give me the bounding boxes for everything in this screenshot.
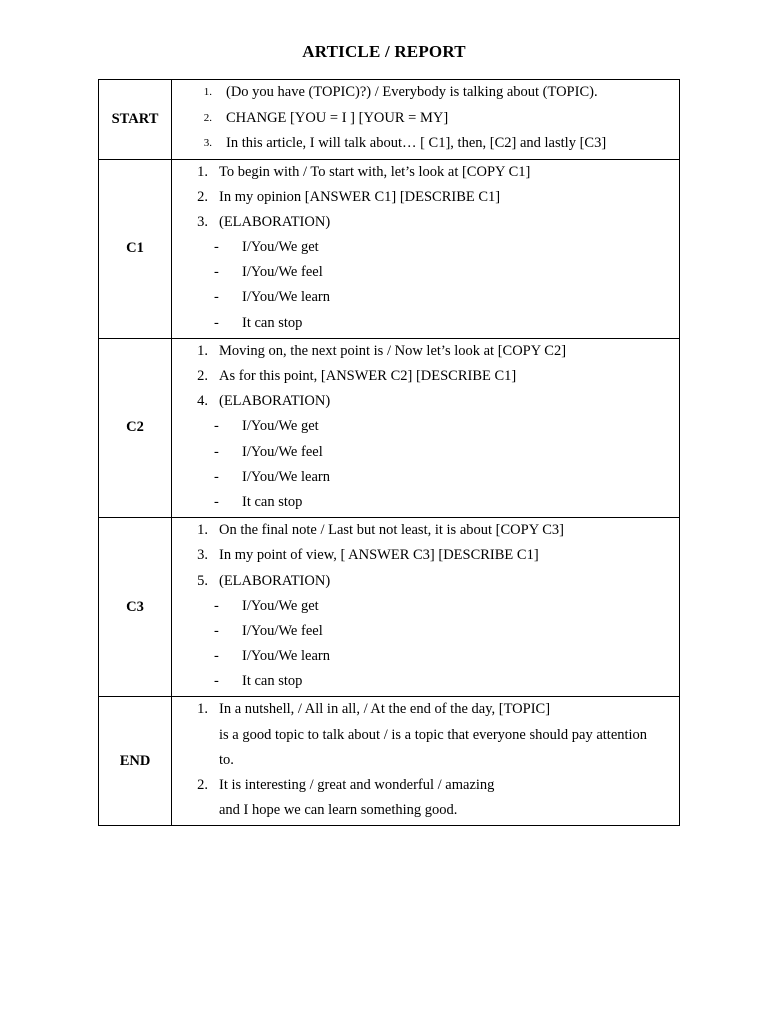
bullet-item — [172, 260, 679, 285]
item-number: 4. — [197, 393, 208, 410]
item-number: 3. — [197, 213, 208, 230]
item-text: To begin with / To start with, let’s look at [COPY C1] — [219, 163, 531, 180]
section-row-start — [99, 80, 680, 160]
bullet-item — [172, 311, 679, 336]
section-content — [172, 518, 680, 697]
section-row-c1 — [99, 159, 680, 338]
bullet-item — [172, 440, 679, 465]
bullet-item — [172, 414, 679, 439]
item-text: I/You/We learn — [242, 468, 330, 485]
item-number: 2. — [197, 777, 208, 793]
bullet-dash: - — [214, 443, 219, 460]
item-number: 1. — [197, 701, 208, 718]
numbered-item — [172, 185, 679, 210]
item-number: 2. — [203, 111, 212, 124]
item-text: CHANGE [YOU = I ] [YOUR = MY] — [226, 109, 449, 126]
section-lines — [172, 697, 679, 825]
section-row-c3 — [99, 518, 680, 697]
item-number: 1. — [197, 342, 208, 359]
item-text: (ELABORATION) — [219, 393, 331, 410]
bullet-dash: - — [214, 493, 219, 510]
item-text: I/You/We learn — [242, 289, 330, 306]
section-label: C2 — [99, 338, 172, 517]
section-row-c2 — [99, 338, 680, 517]
bullet-item — [172, 490, 679, 515]
numbered-item — [172, 697, 679, 722]
section-label: START — [99, 80, 172, 160]
outline-table-body — [99, 80, 680, 826]
numbered-item — [172, 106, 679, 132]
item-text: and I hope we can learn something good. — [219, 802, 458, 819]
item-text: (Do you have (TOPIC)?) / Everybody is talking about (TOPIC). — [226, 84, 598, 100]
item-number: 1. — [197, 163, 208, 180]
outline-table — [98, 79, 680, 826]
bullet-dash: - — [214, 289, 219, 306]
numbered-item — [172, 210, 679, 235]
item-number: 2. — [197, 188, 208, 205]
item-text: In my point of view, [ ANSWER C3] [DESCRIBE C1] — [219, 547, 539, 564]
numbered-item — [172, 339, 679, 364]
item-text: It can stop — [242, 314, 303, 331]
item-text: (ELABORATION) — [219, 213, 331, 230]
numbered-item — [172, 773, 679, 798]
bullet-item — [172, 594, 679, 619]
section-content — [172, 80, 680, 160]
bullet-item — [172, 465, 679, 490]
bullet-dash: - — [214, 468, 219, 485]
bullet-item — [172, 644, 679, 669]
bullet-dash: - — [214, 622, 219, 639]
section-label: C1 — [99, 159, 172, 338]
item-text: It can stop — [242, 673, 303, 690]
continuation-line — [172, 723, 679, 748]
item-text: In this article, I will talk about… [ C1], then, [C2] and lastly [C3] — [226, 135, 607, 151]
item-number: 5. — [197, 572, 208, 589]
bullet-dash: - — [214, 648, 219, 665]
section-lines — [172, 518, 679, 696]
continuation-line — [172, 748, 679, 773]
bullet-dash: - — [214, 314, 219, 331]
bullet-item — [172, 619, 679, 644]
bullet-dash: - — [214, 239, 219, 256]
numbered-item — [172, 364, 679, 389]
item-text: (ELABORATION) — [219, 572, 331, 589]
item-number: 2. — [197, 368, 208, 384]
item-text: As for this point, [ANSWER C2] [DESCRIBE C1] — [219, 368, 517, 384]
item-text: Moving on, the next point is / Now let’s look at [COPY C2] — [219, 342, 567, 359]
item-number: 3. — [203, 137, 212, 149]
item-text: In a nutshell, / All in all, / At the end of the day, [TOPIC] — [219, 701, 551, 718]
item-number: 3. — [197, 547, 208, 564]
bullet-dash: - — [214, 673, 219, 690]
bullet-dash: - — [214, 597, 219, 614]
section-content — [172, 697, 680, 826]
section-label: C3 — [99, 518, 172, 697]
section-row-end — [99, 697, 680, 826]
numbered-item — [172, 80, 679, 106]
continuation-line — [172, 798, 679, 823]
numbered-item — [172, 543, 679, 568]
section-label: END — [99, 697, 172, 826]
numbered-item — [172, 518, 679, 543]
bullet-item — [172, 669, 679, 694]
section-lines — [172, 80, 679, 159]
item-number: 1. — [203, 86, 212, 98]
numbered-item — [172, 389, 679, 414]
item-text: In my opinion [ANSWER C1] [DESCRIBE C1] — [219, 188, 501, 205]
item-text: I/You/We feel — [242, 264, 323, 281]
section-lines — [172, 339, 679, 517]
item-text: is a good topic to talk about / is a topic that everyone should pay attention — [219, 726, 648, 743]
item-number: 1. — [197, 522, 208, 539]
bullet-dash: - — [214, 264, 219, 281]
bullet-item — [172, 285, 679, 310]
bullet-item — [172, 235, 679, 260]
item-text: On the final note / Last but not least, it is about [COPY C3] — [219, 522, 565, 539]
section-lines — [172, 160, 679, 338]
item-text: I/You/We feel — [242, 622, 323, 639]
numbered-item — [172, 160, 679, 185]
item-text: I/You/We get — [242, 597, 319, 614]
numbered-item — [172, 131, 679, 157]
item-text: to. — [219, 751, 234, 768]
numbered-item — [172, 569, 679, 594]
item-text: It is interesting / great and wonderful / amazing — [219, 777, 495, 793]
section-content — [172, 338, 680, 517]
item-text: I/You/We get — [242, 418, 319, 435]
item-text: It can stop — [242, 493, 303, 510]
item-text: I/You/We feel — [242, 443, 323, 460]
bullet-dash: - — [214, 418, 219, 435]
section-content — [172, 159, 680, 338]
document-title: ARTICLE / REPORT — [302, 42, 466, 61]
item-text: I/You/We learn — [242, 648, 330, 665]
item-text: I/You/We get — [242, 239, 319, 256]
